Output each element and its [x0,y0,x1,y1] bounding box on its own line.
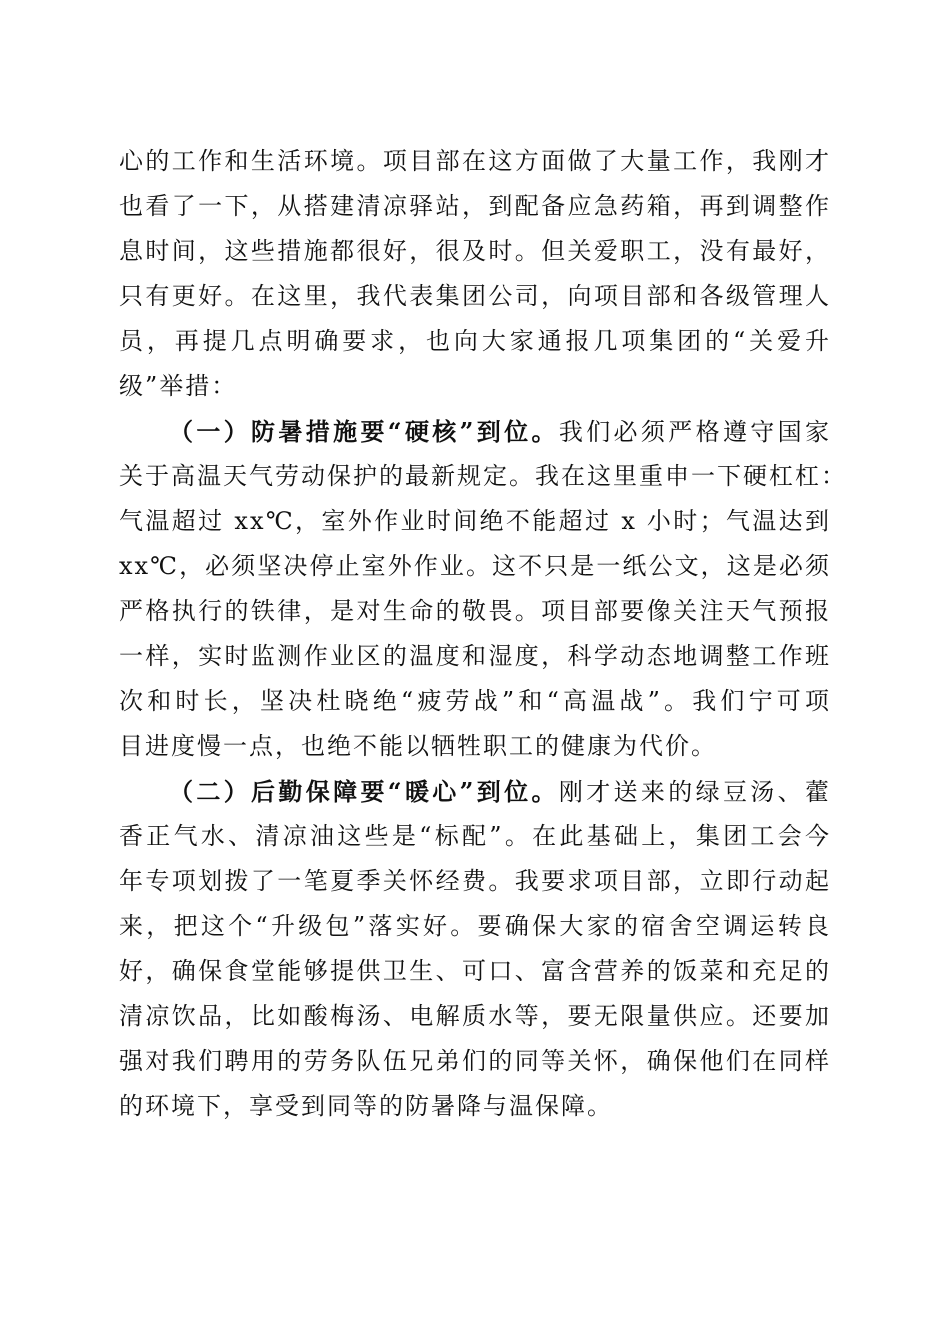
text-line: 级”举措： [119,372,238,400]
text-line: 香正气水、清凉油这些是“标配”。在此基础上，集团工会今 [119,822,831,850]
text-line: xx℃，必须坚决停止室外作业。这不只是一纸公文，这是必须 [119,552,831,580]
text-line: 关于高温天气劳动保护的最新规定。我在这里重申一下硬杠杠： [119,462,847,490]
section-1-first-line [119,409,831,454]
text-line: 的环境下，享受到同等的防暑降与温保障。 [119,1092,613,1120]
text-line: 来，把这个“升级包”落实好。要确保大家的宿舍空调运转良 [119,912,831,940]
text-line: 次和时长，坚决杜晓绝“疲劳战”和“高温战”。我们宁可项 [119,687,831,715]
text-line: 气温超过 xx℃，室外作业时间绝不能超过 x 小时；气温达到 [119,507,831,535]
text-line: 严格执行的铁律，是对生命的敬畏。项目部要像关注天气预报 [119,597,831,625]
section-1-first-line-rest: 我们必须严格遵守国家 [558,418,832,446]
section-2-first-line-rest: 刚才送来的绿豆汤、藿 [558,778,832,806]
section-1-paragraph [119,409,847,769]
section-2-paragraph [119,769,831,1129]
text-line: 只有更好。在这里，我代表集团公司，向项目部和各级管理人 [119,282,831,310]
text-line: 心的工作和生活环境。项目部在这方面做了大量工作，我刚才 [119,147,831,175]
text-line: 清凉饮品，比如酸梅汤、电解质水等，要无限量供应。还要加 [119,1002,831,1030]
text-line: 年专项划拨了一笔夏季关怀经费。我要求项目部，立即行动起 [119,867,831,895]
section-2-heading: （二）后勤保障要“暖心”到位。 [169,777,559,806]
section-2-first-line [119,769,831,814]
text-line: 息时间，这些措施都很好，很及时。但关爱职工，没有最好， [119,237,831,265]
body-text [119,139,847,1129]
text-line: 强对我们聘用的劳务队伍兄弟们的同等关怀，确保他们在同样 [119,1047,831,1075]
text-line: 好，确保食堂能够提供卫生、可口、富含营养的饭菜和充足的 [119,957,831,985]
text-line: 目进度慢一点，也绝不能以牺牲职工的健康为代价。 [119,732,717,760]
text-line: 一样，实时监测作业区的温度和湿度，科学动态地调整工作班 [119,642,831,670]
text-line: 员，再提几点明确要求，也向大家通报几项集团的“关爱升 [119,327,831,355]
paragraph-intro [119,139,831,409]
section-1-heading: （一）防暑措施要“硬核”到位。 [169,417,559,446]
text-line: 也看了一下，从搭建清凉驿站，到配备应急药箱，再到调整作 [119,192,831,220]
